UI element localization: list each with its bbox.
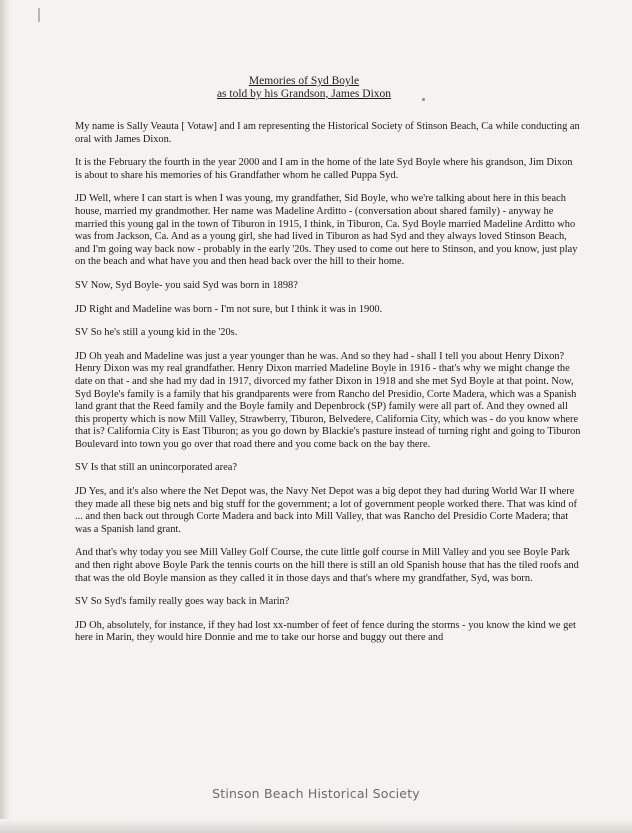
paragraph-jd-5: And that's why today you see Mill Valley Golf Course, the cute little golf course in Mill Valley and you see Boyle Park and then right above Boyle Park the tennis courts on the hill there is still an old Spanish house that has the tiled roofs and that was the old Boyle mansion as they called it in those days and that's where my grandfather, Syd, was born.	[75, 547, 579, 584]
scan-mark	[38, 8, 40, 22]
scan-speck	[422, 98, 425, 101]
paragraph-jd-2: JD Right and Madeline was born - I'm not sure, but I think it was in 1900.	[75, 303, 383, 315]
document-title: Memories of Syd Boyle	[248, 75, 360, 87]
document-subtitle: as told by his Grandson, James Dixon	[216, 88, 392, 100]
paragraph-jd-3: JD Oh yeah and Madeline was just a year younger than he was. And so they had - shall I tell you about Henry Dixon? Henry Dixon was my real grandfather. Henry Dixon married Madeline Boyle in 1916 - that's why we might change the date on that - and she had my dad in 1917, divorced my father Dixon in 1918 and she met Syd Boyle at that point. Now, Syd Boyle's family is a family that his grandparents were from Rancho del Presidio, Corte Madera, which was a Spanish land grant that the Reed family and the Boyle family and Depenbrock (SP) family were all part of. And they owned all this property which is now Mill Valley, Strawberry, Tiburon, Belvedere, California City, which was - do you know where that is? California City is East Tiburon; as you go down by Blackie's pasture instead of turning right and going to Tiburon Boulevard into town you go over that road there and you come back on the bay there.	[75, 350, 581, 450]
paragraph-jd-4: JD Yes, and it's also where the Net Depot was, the Navy Net Depot was a big depot they had during World War II where they made all these big nets and big stuff for the government; a lot of government people worked there. That was kind of ... and then back out through Corte Madera and back into Mill Valley, that was Rancho del Presidio Corte Madera; that was a Spanish land grant.	[75, 486, 577, 535]
paragraph-sv-2: SV So he's still a young kid in the '20s.	[75, 327, 238, 339]
document-body	[75, 121, 581, 656]
page-edge-shadow	[0, 0, 10, 833]
paragraph-jd-6: JD Oh, absolutely, for instance, if they had lost xx-number of feet of fence during the storms - you know the kind we get here in Marin, they would hire Donnie and me to take our horse and buggy out there and	[75, 619, 576, 644]
paragraph-sv-3: SV Is that still an unincorporated area?	[75, 462, 237, 474]
page-bottom-shadow	[0, 819, 632, 833]
paragraph-date: It is the February the fourth in the year 2000 and I am in the home of the late Syd Boyle where his grandson, Jim Dixon is about to share his memories of his Grandfather whom he called Puppa Syd.	[75, 157, 573, 181]
paragraph-sv-4: SV So Syd's family really goes way back in Marin?	[75, 596, 290, 608]
paragraph-intro: My name is Sally Veauta [ Votaw] and I am representing the Historical Society of Stinson Beach, Ca while conducting an oral with James Dixon.	[75, 121, 580, 145]
paragraph-sv-1: SV Now, Syd Boyle- you said Syd was born in 1898?	[75, 279, 298, 291]
footer-watermark: Stinson Beach Historical Society	[212, 786, 420, 801]
paragraph-jd-1: JD Well, where I can start is when I was young, my grandfather, Sid Boyle, who we're talking about here in this beach house, married my grandmother. Her name was Madeline Arditto - (conversation about shared family) - anyway he married this young gal in the town of Tiburon in 1915, I think, in Tiburon, Ca. Syd Boyle married Madeline Arditto who was from Jackson, Ca. And as a young girl, she had lived in Tiburon as had Syd and they always loved Stinson Beach, and I'm going way back now - probably in the early '20s. They used to come out here to Stinson, and you know, just play on the beach and what have you and then head back over the hill to their home.	[75, 193, 578, 268]
